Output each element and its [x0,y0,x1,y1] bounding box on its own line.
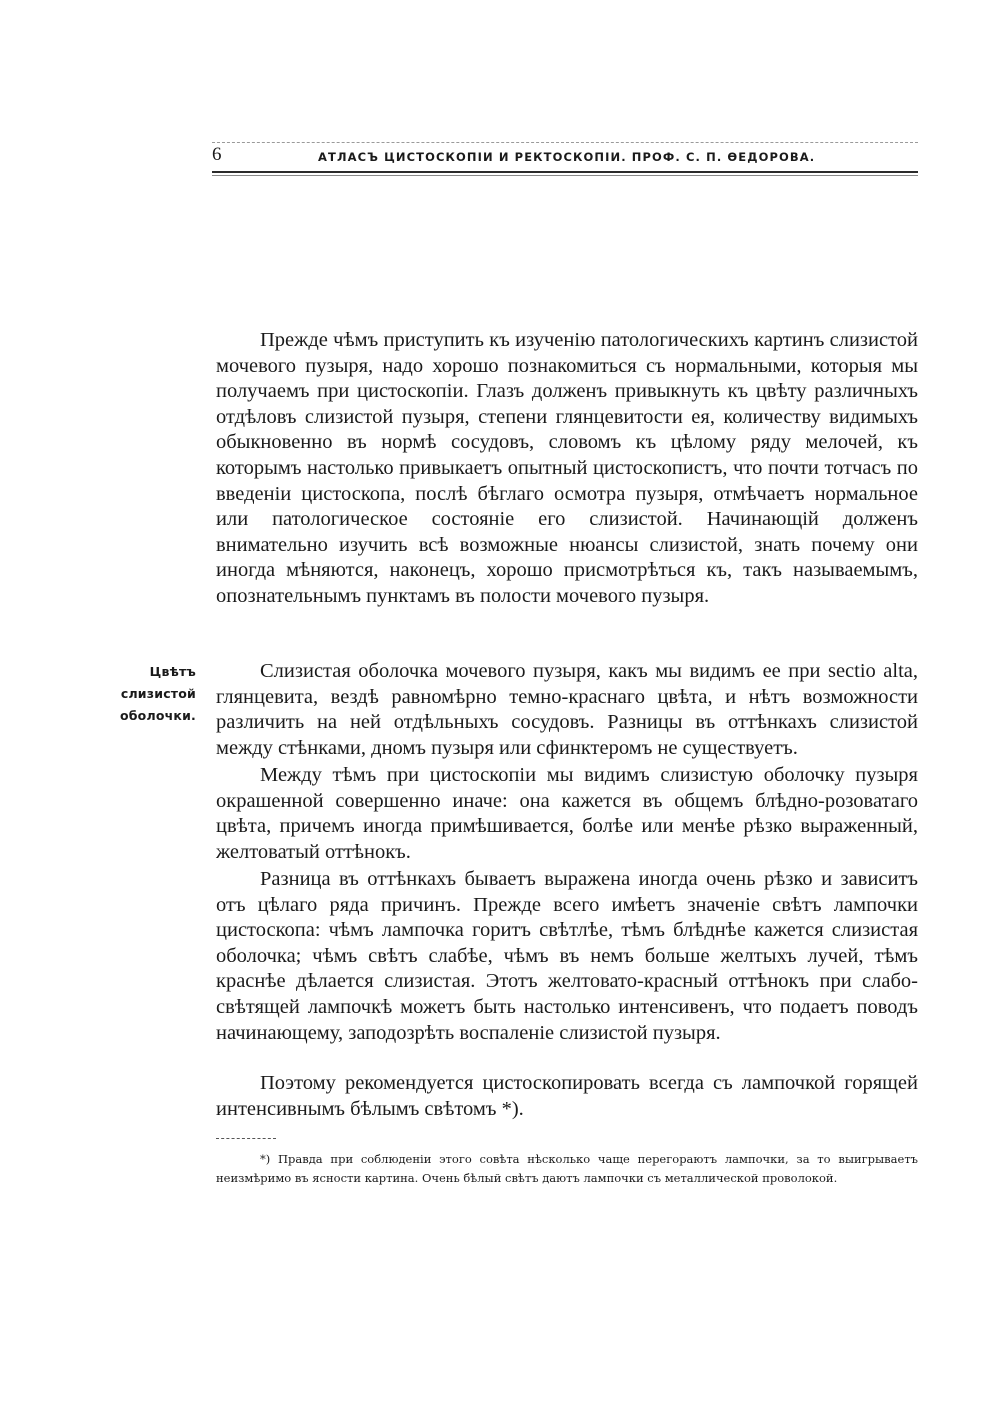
paragraph-recommendation: Поэтому рекомендуется цистоскопировать всегда съ лампочкой горящей интенсивнымъ бѣлымъ свѣтомъ *). [216,1072,918,1120]
running-title: АТЛАСЪ ЦИСТОСКОПІИ И РЕКТОСКОПІИ. ПРОФ. С. П. ѲЕДОРОВА. [318,150,816,164]
page-number: 6 [212,144,222,165]
paragraph-sectio-alta: Слизистая оболочка мочевого пузыря, какъ мы видимъ ее при sectio alta, глянцевита, вездѣ равномѣрно темно-краснаго цвѣта, и нѣтъ возможности различить на ней отдѣльныхъ сосудовъ. Разницы въ оттѣнкахъ слизистой между стѣнками, дномъ пузыря или сфинктеромъ не существуетъ. [216,660,918,759]
footnote: *) Правда при соблюденіи этого совѣта нѣсколько чаще перегораютъ лампочки, за то выигрываетъ неизмѣримо въ ясности картина. Очень бѣлый свѣтъ даютъ лампочки съ металлической проволокой. [216,1152,918,1185]
margin-note-line-2: оболочки. [119,708,196,723]
header-rule-top [212,142,918,143]
header-rule-secondary [212,175,918,176]
paragraph-shade-differences: Разница въ оттѣнкахъ бываетъ выражена иногда очень рѣзко и зависитъ отъ цѣлаго ряда причинъ. Прежде всего имѣетъ значеніе свѣтъ лампочки цистоскопа: чѣмъ лампочка горитъ свѣтлѣе, тѣмъ блѣднѣе кажется слизистая оболочка; чѣмъ свѣтъ слабѣе, чѣмъ въ немъ больше желтыхъ лучей, тѣмъ краснѣе дѣлается слизистая. Этотъ желтовато-красный оттѣнокъ при слабо-свѣтящей лампочкѣ можетъ быть настолько интенсивенъ, что подаетъ поводъ начинающему, заподозрѣть воспаленіе слизистой пузыря. [216,868,918,1044]
header-rule [212,171,918,173]
margin-note [84,661,196,727]
running-head [212,142,918,178]
margin-note-line-1: Цвѣтъ слизистой [120,664,196,701]
paragraph-cystoscopy-color: Между тѣмъ при цистоскопіи мы видимъ слизистую оболочку пузыря окрашенной совершенно иначе: она кажется въ общемъ блѣдно-розоватаго цвѣта, причемъ иногда примѣшивается, болѣе или менѣе рѣзко выраженный, желтоватый оттѣнокъ. [216,764,918,863]
footnote-rule [216,1138,276,1139]
paragraph-introduction: Прежде чѣмъ приступить къ изученію патологическихъ картинъ слизистой мочевого пузыря, надо хорошо познакомиться съ нормальными, которыя мы получаемъ при цистоскопіи. Глазъ долженъ привыкнуть къ цвѣту различныхъ отдѣловъ слизистой пузыря, степени глянцевитости ея, количеству видимыхъ обыкновенно въ нормѣ сосудовъ, словомъ къ цѣлому ряду мелочей, къ которымъ настолько привыкаетъ опытный цистоскопистъ, что почти тотчасъ по введеніи цистоскопа, послѣ бѣглаго осмотра пузыря, отмѣчаетъ нормальное или патологическое состояніе его слизистой. Начинающій долженъ внимательно изучить всѣ возможные нюансы слизистой, знать почему они иногда мѣняются, наконецъ, хорошо присмотрѣться къ, такъ называемымъ, опознательнымъ пунктамъ въ полости мочевого пузыря. [216,329,918,607]
